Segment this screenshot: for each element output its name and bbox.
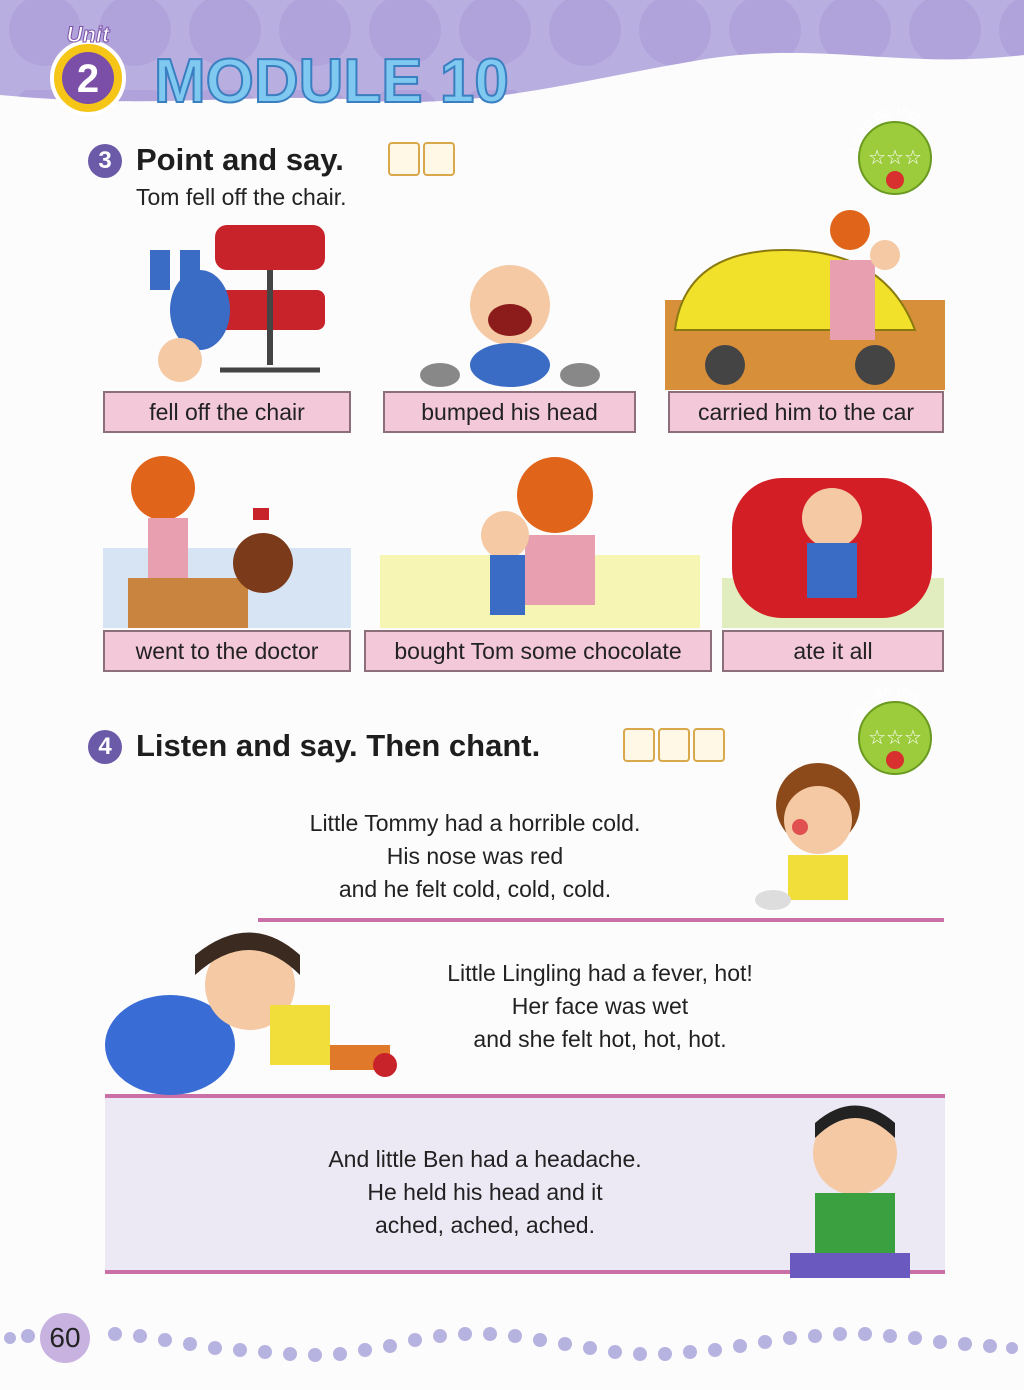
- verse-2-line-1: Little Lingling had a fever, hot!: [447, 960, 753, 986]
- can-do-text: I can do this: [845, 102, 925, 153]
- stars-icon: ☆☆☆: [868, 727, 922, 749]
- section-4-activity-icons: [623, 728, 725, 764]
- picture-carried-to-car: [665, 200, 945, 390]
- verse-2-line-2: Her face was wet: [511, 993, 689, 1019]
- label-carried-to-car: carried him to the car: [668, 391, 944, 433]
- verse-3-line-1: And little Ben had a headache.: [328, 1146, 642, 1172]
- verse-3-line-2: He held his head and it: [367, 1179, 603, 1205]
- label-bought-chocolate: bought Tom some chocolate: [364, 630, 712, 672]
- section-3-activity-icons: [388, 142, 455, 178]
- child-icon: [886, 171, 904, 189]
- picture-went-to-doctor: [103, 448, 351, 628]
- label-fell-off-chair: fell off the chair: [103, 391, 351, 433]
- can-do-badge-1: [845, 100, 945, 200]
- can-do-text: I can do this: [845, 682, 925, 733]
- module-title-text: MODULE 10: [154, 47, 509, 116]
- verse-1-line-2: His nose was red: [386, 843, 564, 869]
- verse-1-line-1: Little Tommy had a horrible cold.: [309, 810, 641, 836]
- verse-1-line-3: and he felt cold, cold, cold.: [338, 876, 612, 902]
- say-icon: [423, 142, 455, 176]
- section-3-example: Tom fell off the chair.: [136, 184, 347, 210]
- page-number: 60: [40, 1313, 90, 1363]
- module-title: [150, 40, 570, 120]
- section-3-title: Point and say.: [136, 142, 344, 177]
- picture-tommy-cold: [738, 755, 898, 920]
- section-4-number: 4: [88, 730, 122, 764]
- picture-ate-it-all: [722, 458, 944, 628]
- verse-2-line-3: and she felt hot, hot, hot.: [473, 1026, 727, 1052]
- label-went-to-doctor: went to the doctor: [103, 630, 351, 672]
- picture-bought-chocolate: [380, 455, 700, 628]
- section-4-title: Listen and say. Then chant.: [136, 728, 541, 763]
- point-icon: [388, 142, 420, 176]
- unit-word: Unit: [66, 22, 110, 47]
- stars-icon: ☆☆☆: [868, 147, 922, 169]
- picture-bumped-head: [410, 260, 620, 390]
- picture-lingling-fever: [100, 915, 400, 1105]
- footer-dot-border: [0, 1300, 1024, 1380]
- chant-icon: [693, 728, 725, 762]
- unit-number: 2: [76, 57, 100, 101]
- picture-fell-off-chair: [120, 220, 335, 390]
- label-bumped-head: bumped his head: [383, 391, 636, 433]
- unit-badge: [40, 22, 136, 118]
- section-3-number: 3: [88, 144, 122, 178]
- verse-3-line-3: ached, ached, ached.: [375, 1212, 595, 1238]
- listen-icon: [623, 728, 655, 762]
- picture-ben-headache: [770, 1098, 945, 1283]
- label-ate-it-all: ate it all: [722, 630, 944, 672]
- say-icon: [658, 728, 690, 762]
